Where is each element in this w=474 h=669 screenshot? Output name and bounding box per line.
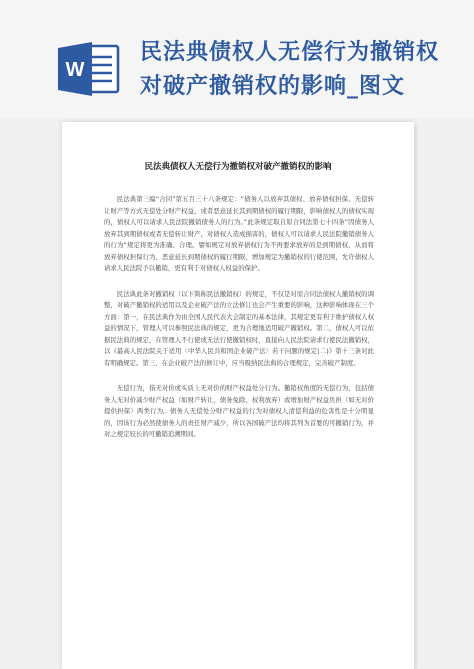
paragraph-1: 民法典第三编“合同”第五百三十八条规定：“债务人以放弃其债权、放弃债权担保、无偿转让财产等方式无偿处分财产权益，或者恶意延长其到期债权的履行期限，影响债权人的债权实现的，债权人可以请求人民法院撤销债务人的行为。”此条规定取自原合同法第七十四条“因债务人放弃其到期债权或者无偿转让财产，对债权人造成损害的，债权人可以请求人民法院撤销债务人的行为”规定将更为准确、合理。譬如规定对放弃债权行为不再要求放弃的是到期债权，从而将放弃债权担保行为、恶意延长到期债权的履行期限，增加规定为撤销权的行使范围，允许债权人请求人民法院予以撤销，更有利于对债权人权益的保护。 xyxy=(104,195,374,272)
word-document-icon xyxy=(56,40,122,98)
paragraph-3: 无偿行为，指无对价或实质上无对价的财产权益处分行为。撤销权角度的无偿行为，包括债务人无对价减少财产权益（如财产转让、债务免除、权利放弃）或增加财产权益负担（如无对价提供担保）两类行为。债务人无偿处分财产权益的行为对债权人清偿利益的危害性是十分明显的，因该行为必然使债务人的责任财产减少，所以各国破产法均将其列为首要的可撤销行为，并对之规定较长的可撤销追溯期间。 xyxy=(104,384,374,438)
document-body xyxy=(104,194,374,454)
word-icon-letter: W xyxy=(65,59,85,81)
document-page xyxy=(62,122,414,669)
paragraph-2: 民法典此条对撤销权（以下简称民法撤销权）的规定，不仅是对原合同法债权人撤销权的调整，对破产撤销权的适用以及企业破产法的立法修订也会产生重要的影响，这种影响体现在三个方面：第一，在民法典作为由全国人民代表大会制定的基本法律，其规定更有利于维护债权人权益的情况下，管理人可以参照民法典的规定，更为合理地适用破产撤销权。第二，债权人可以依据民法典的规定，在管理人不行使或无法行使撤销权时，直接向人民法院请求行使民法撤销权，以《最高人民法院关于适用〈中华人民共和国企业破产法〉若干问题的规定(二)》第十三条对此有明确规定。第三，在企业破产法的修订中，应当吸纳民法典的合理规定，完善破产制度。 xyxy=(104,289,374,367)
page-header xyxy=(0,0,474,118)
document-heading: 民法典债权人无偿行为撤销权对破产撤销权的影响 xyxy=(144,162,332,172)
page-title: 民法典债权人无偿行为撤销权对破产撤销权的影响_图文 xyxy=(140,40,440,99)
